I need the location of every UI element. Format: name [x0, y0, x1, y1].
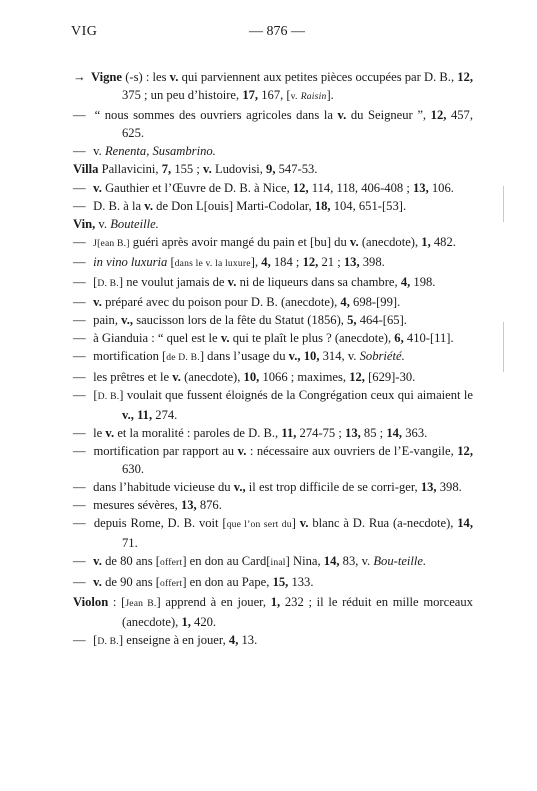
- entry-text: ] ne voulut jamais de: [118, 275, 228, 290]
- entry-bold-text: 17,: [242, 88, 259, 103]
- entry-bold-text: 4,: [261, 254, 271, 269]
- entry-bold-text: v.: [93, 180, 102, 195]
- entry-text: 398.: [359, 254, 385, 269]
- entry-text: blanc à D. Rua (a-necdote),: [308, 516, 458, 531]
- editorial-insertion: offert: [159, 577, 183, 589]
- entry-text: 155 ;: [171, 162, 204, 177]
- entry-text: 184 ;: [270, 254, 303, 269]
- entry-text: 114, 118, 406-408 ;: [308, 180, 413, 195]
- cross-reference: Raisin: [300, 91, 327, 103]
- entry-bold-text: 7,: [161, 162, 172, 177]
- entry-bold-text: 12,: [457, 70, 474, 84]
- entry-bold-text: 18,: [314, 198, 331, 213]
- entry-text: “ nous sommes des ouvriers agricoles dans la: [94, 108, 338, 123]
- page-number: — 876 —: [249, 24, 305, 39]
- entry-bold-text: Vigne: [91, 70, 123, 84]
- entry-dash: —: [73, 516, 86, 531]
- entry-dash: —: [73, 498, 86, 513]
- entry-text: v.: [93, 144, 105, 159]
- index-headword-entry: [73, 215, 473, 233]
- entry-dash: —: [73, 180, 86, 195]
- entry-bold-text: 4,: [340, 295, 350, 310]
- entry-text: dans l’habitude vicieuse du: [93, 480, 234, 495]
- entry-text: 375 ; un peu d’histoire,: [122, 88, 243, 103]
- entry-text: ] Nina,: [285, 554, 324, 569]
- margin-rule-upper: [503, 186, 504, 222]
- entry-bold-text: 11,: [137, 407, 153, 422]
- index-subentry: [73, 631, 473, 651]
- entry-bold-text: v.: [93, 554, 102, 569]
- entry-bold-text: v.,: [121, 313, 134, 328]
- entry-text: depuis Rome, D. B. voit [: [93, 516, 227, 531]
- entry-text: 314, v.: [319, 349, 360, 364]
- entry-text: (-s) : les: [122, 70, 170, 84]
- entry-text: ] apprend à en jouer,: [156, 594, 271, 609]
- entry-bold-text: 11,: [281, 425, 297, 440]
- entry-bold-text: 4,: [228, 632, 239, 647]
- entry-bold-text: v.: [337, 108, 347, 123]
- entry-text: : [: [108, 594, 126, 609]
- entry-text: [: [93, 275, 98, 290]
- editorial-insertion: D. B.: [97, 390, 120, 402]
- entry-bold-text: 4,: [400, 275, 411, 290]
- index-subentry: [73, 424, 473, 442]
- entry-dash: —: [73, 554, 86, 569]
- entry-text: ],: [250, 254, 262, 269]
- editorial-insertion: Jean B.: [125, 597, 157, 609]
- entry-dash: —: [73, 349, 86, 364]
- entry-text: ni de liqueurs dans sa chambre,: [236, 275, 401, 290]
- entry-bold-text: 13,: [343, 254, 360, 269]
- entry-bold-text: v.: [227, 275, 237, 290]
- entry-dash: —: [73, 369, 86, 384]
- entry-text: 83, v.: [339, 554, 374, 569]
- entry-text: le: [93, 425, 106, 440]
- entry-text: v.: [95, 216, 111, 231]
- entry-text: 698-[99].: [349, 295, 401, 310]
- cross-reference: Renenta, Susambrino.: [104, 144, 216, 159]
- entry-text: saucisson lors de la fête du Statut (1856),: [133, 313, 348, 328]
- entry-text: ]: [291, 516, 300, 531]
- entry-bold-text: 14,: [323, 554, 340, 569]
- editorial-insertion: inal: [270, 557, 286, 569]
- entry-text: 133.: [288, 574, 314, 589]
- cross-reference: in vino luxuria: [93, 254, 168, 269]
- entry-bold-text: v.: [105, 425, 115, 440]
- entry-bold-text: Violon: [73, 594, 109, 609]
- entry-bold-text: v.: [144, 198, 153, 213]
- editorial-insertion: que l’on sert du: [226, 519, 292, 531]
- entry-dash: —: [73, 313, 86, 328]
- index-subentry: [73, 573, 473, 593]
- entry-dash: —: [73, 275, 86, 290]
- entry-bold-text: 13,: [345, 425, 361, 440]
- entry-text: D. B. à la: [93, 198, 145, 213]
- entry-text: 85 ;: [360, 425, 387, 440]
- entry-text: 482.: [430, 234, 456, 249]
- entry-bold-text: v.,: [288, 349, 301, 364]
- entry-text: 274.: [152, 407, 178, 422]
- entry-text: mesures sévères,: [93, 498, 181, 513]
- index-subentry: [73, 496, 473, 514]
- index-subentry: [73, 347, 473, 367]
- editorial-insertion: J[ean B.]: [93, 237, 130, 249]
- entry-bold-text: v.: [203, 162, 212, 177]
- entry-bold-text: Vin,: [73, 216, 96, 231]
- entry-bold-text: v.: [93, 295, 102, 310]
- entry-bold-text: 10,: [243, 369, 260, 384]
- index-column: [73, 68, 473, 651]
- index-subentry: [73, 197, 473, 215]
- index-subentry: [73, 329, 473, 347]
- entry-bold-text: 12,: [302, 254, 319, 269]
- entry-bold-text: 12,: [349, 369, 365, 384]
- entry-bold-text: v.,: [233, 480, 246, 495]
- entry-dash: —: [73, 387, 86, 402]
- editorial-insertion: D. B.: [97, 635, 119, 647]
- editorial-insertion: v.: [290, 91, 298, 103]
- entry-text: préparé avec du poison pour D. B. (anecdote),: [101, 295, 341, 310]
- index-subentry: [73, 253, 473, 273]
- entry-text: ] enseigne à en jouer,: [118, 632, 229, 647]
- entry-text: 630.: [122, 461, 145, 476]
- entry-text: ] dans l’usage du: [199, 349, 289, 364]
- cross-reference: Sobriété.: [359, 349, 405, 364]
- entry-text: Ludovisi,: [211, 162, 267, 177]
- entry-dash: —: [73, 574, 86, 589]
- entry-bold-text: 1,: [421, 234, 431, 249]
- index-subentry: [73, 442, 473, 478]
- entry-bold-text: 5,: [347, 313, 357, 328]
- entry-text: 1066 ; maximes,: [259, 369, 350, 384]
- index-subentry: [73, 386, 473, 424]
- entry-text: 547-53.: [275, 162, 318, 177]
- entry-text: il est trop difficile de se corri-ger,: [245, 480, 421, 495]
- index-subentry: [73, 142, 473, 160]
- entry-text: [: [93, 387, 98, 402]
- entry-dash: —: [73, 108, 86, 123]
- entry-bold-text: 14,: [386, 425, 403, 440]
- entry-bold-text: v.: [172, 369, 181, 384]
- entry-dash: —: [73, 480, 86, 495]
- entry-dash: —: [73, 632, 86, 647]
- entry-bold-text: 13,: [412, 180, 429, 195]
- entry-text: 876.: [196, 498, 222, 513]
- entry-text: ] en don au Card[: [182, 554, 271, 569]
- entry-bold-text: 10,: [303, 349, 320, 364]
- entry-bold-text: 12,: [292, 180, 309, 195]
- index-subentry: [73, 368, 473, 386]
- index-subentry: [73, 311, 473, 329]
- entry-dash: —: [73, 144, 86, 159]
- entry-bold-text: Villa: [73, 162, 99, 177]
- entry-text: 104, 651-[53].: [330, 198, 407, 213]
- entry-bold-text: 15,: [272, 574, 289, 589]
- entry-text: 167, [: [258, 88, 291, 103]
- running-head: VIG: [71, 24, 98, 39]
- index-subentry: [73, 552, 473, 572]
- entry-text: mortification par rapport au: [93, 443, 238, 458]
- entry-text: qui parviennent aux petites pièces occupées par D. B.,: [178, 70, 458, 84]
- arrow-icon: →: [73, 70, 86, 84]
- entry-text: qui te plaît le plus ? (anecdote),: [229, 331, 395, 346]
- entry-text: pain,: [93, 313, 122, 328]
- entry-bold-text: v.,: [122, 407, 134, 422]
- entry-text: Pallavicini,: [98, 162, 162, 177]
- entry-text: [: [93, 632, 98, 647]
- editorial-insertion: de D. B.: [166, 352, 200, 364]
- entry-text: mortification [: [93, 349, 167, 364]
- entry-bold-text: v.: [169, 70, 179, 84]
- entry-text: ] voulait que fussent éloignés de la Congrégation ceux qui aimaient le: [119, 387, 473, 402]
- index-headword-entry: [73, 593, 473, 631]
- entry-text: du Seigneur ”,: [346, 108, 431, 123]
- entry-text: guéri après avoir mangé du pain et [bu] du: [129, 234, 350, 249]
- entry-bold-text: 1,: [270, 594, 281, 609]
- index-headword-entry: [73, 160, 473, 178]
- editorial-insertion: D. B.: [97, 278, 119, 290]
- entry-bold-text: v.: [220, 331, 230, 346]
- entry-text: (anecdote),: [180, 369, 244, 384]
- index-subentry: [73, 233, 473, 253]
- entry-text: ] en don au Pape,: [182, 574, 273, 589]
- entry-text: 420.: [190, 614, 217, 629]
- index-subentry: [73, 514, 473, 552]
- entry-dash: —: [73, 254, 86, 269]
- entry-dash: —: [73, 331, 86, 346]
- index-subentry: [73, 273, 473, 293]
- entry-text: de 80 ans [: [101, 554, 160, 569]
- index-subentry: [73, 179, 473, 197]
- cross-reference: Bouteille.: [110, 216, 159, 231]
- entry-bold-text: v.: [93, 574, 102, 589]
- entry-text: [: [167, 254, 175, 269]
- entry-dash: —: [73, 295, 86, 310]
- index-subentry: [73, 106, 473, 142]
- entry-text: 106.: [428, 180, 454, 195]
- entry-text: [629]-30.: [364, 369, 416, 384]
- entry-text: 21 ;: [318, 254, 344, 269]
- entry-text: 274-75 ;: [296, 425, 346, 440]
- entry-bold-text: 14,: [457, 516, 473, 531]
- entry-bold-text: 12,: [457, 443, 473, 458]
- entry-dash: —: [73, 234, 86, 249]
- entry-text: les prêtres et le: [93, 369, 173, 384]
- entry-text: à Gianduia : “ quel est le: [93, 331, 221, 346]
- entry-text: de 90 ans [: [101, 574, 160, 589]
- entry-bold-text: 6,: [394, 331, 404, 346]
- editorial-insertion: dans le v. la luxure: [174, 257, 251, 269]
- editorial-insertion: offert: [159, 557, 183, 569]
- margin-rule-lower: [503, 322, 504, 372]
- entry-text: : nécessaire aux ouvriers de l’E-vangile,: [246, 443, 458, 458]
- entry-text: ].: [326, 88, 334, 103]
- entry-text: 198.: [410, 275, 436, 290]
- entry-bold-text: 9,: [266, 162, 276, 177]
- entry-text: (anecdote),: [358, 234, 422, 249]
- entry-text: et la moralité : paroles de D. B.,: [114, 425, 282, 440]
- entry-bold-text: v.: [349, 234, 359, 249]
- entry-bold-text: v.: [299, 516, 309, 531]
- index-subentry: [73, 478, 473, 496]
- entry-text: 13.: [238, 632, 258, 647]
- cross-reference: Bou-teille.: [373, 554, 427, 569]
- entry-bold-text: 13,: [420, 480, 437, 495]
- index-headword-entry: [73, 68, 473, 106]
- entry-bold-text: v.: [237, 443, 247, 458]
- entry-text: de Don L[ouis] Marti-Codolar,: [153, 198, 315, 213]
- entry-text: 232 ; il le réduit en mille morceaux (anecdote),: [122, 594, 473, 629]
- entry-dash: —: [73, 198, 86, 213]
- entry-text: 410-[11].: [403, 331, 454, 346]
- entry-bold-text: 1,: [181, 614, 191, 629]
- entry-text: 71.: [122, 536, 138, 551]
- entry-text: 363.: [402, 425, 428, 440]
- entry-text: Gauthier et l’Œuvre de D. B. à Nice,: [101, 180, 293, 195]
- entry-dash: —: [73, 443, 86, 458]
- entry-dash: —: [73, 425, 86, 440]
- index-subentry: [73, 293, 473, 311]
- entry-bold-text: 13,: [180, 498, 197, 513]
- entry-bold-text: 12,: [430, 108, 447, 123]
- entry-text: 457, 625.: [122, 108, 473, 141]
- entry-text: 398.: [436, 480, 462, 495]
- entry-text: 464-[65].: [356, 313, 407, 328]
